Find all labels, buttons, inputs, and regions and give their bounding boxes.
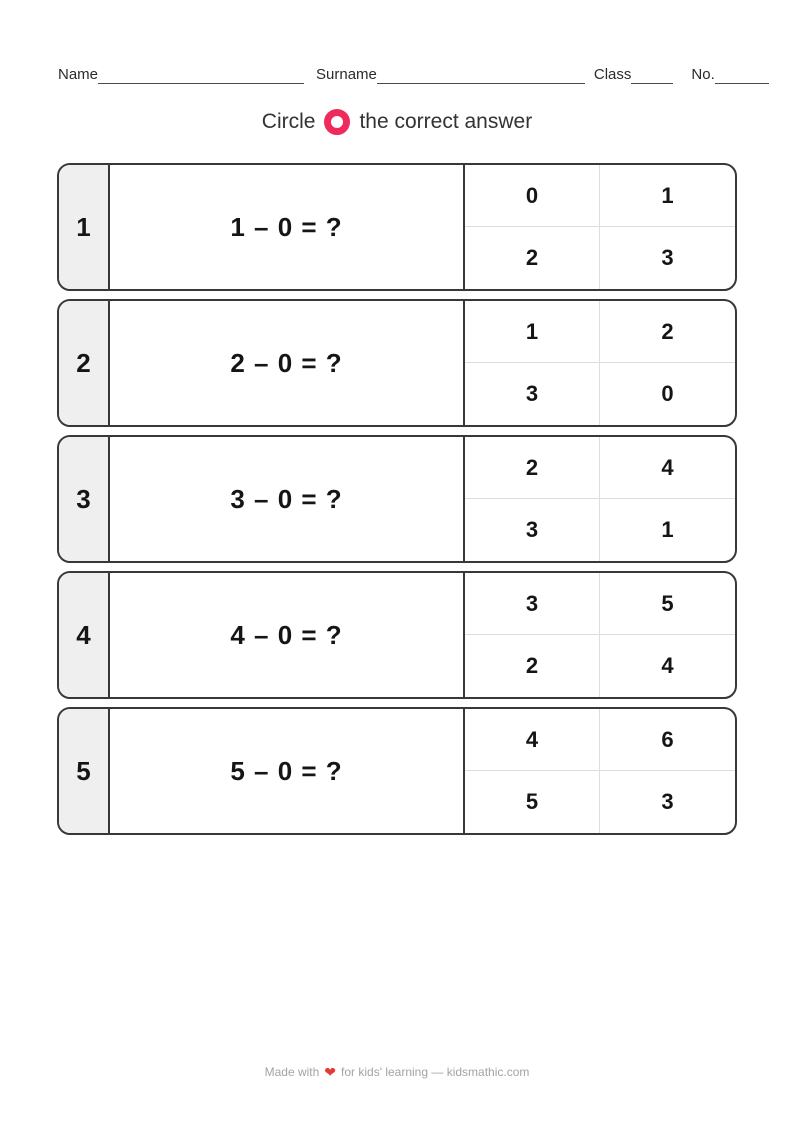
problem-number: 2 bbox=[59, 301, 110, 425]
class-fill-line[interactable] bbox=[631, 67, 673, 84]
answer-grid bbox=[463, 301, 735, 425]
no-label: No. bbox=[691, 66, 715, 83]
header-fill-in-row bbox=[58, 66, 774, 84]
problem-number: 1 bbox=[59, 165, 110, 289]
answer-option[interactable]: 3 bbox=[465, 363, 600, 425]
class-label: Class bbox=[593, 66, 632, 83]
name-fill-line[interactable] bbox=[98, 67, 304, 84]
heart-icon: ❤ bbox=[324, 1064, 337, 1080]
answer-grid bbox=[463, 709, 735, 833]
answer-option[interactable]: 1 bbox=[600, 165, 735, 227]
answer-grid bbox=[463, 437, 735, 561]
answer-option[interactable]: 3 bbox=[661, 245, 674, 270]
problem-question: 4 – 0 = ? bbox=[230, 619, 343, 650]
name-label: Name bbox=[58, 66, 99, 83]
answer-option[interactable]: 2 bbox=[465, 227, 600, 289]
answer-option[interactable]: 0 bbox=[661, 381, 674, 406]
page-title bbox=[0, 109, 794, 135]
answer-option[interactable]: 6 bbox=[600, 709, 735, 771]
answer-option[interactable]: 2 bbox=[465, 635, 600, 697]
problem-number: 5 bbox=[59, 709, 110, 833]
footer-text-before: Made with bbox=[264, 1065, 320, 1079]
surname-fill-line[interactable] bbox=[377, 67, 585, 84]
title-suffix: the correct answer bbox=[359, 110, 533, 133]
circle-icon bbox=[324, 109, 350, 135]
answer-option[interactable]: 1 bbox=[661, 517, 674, 542]
problem-card-5 bbox=[57, 707, 737, 835]
answer-grid bbox=[463, 573, 735, 697]
answer-option[interactable]: 4 bbox=[661, 653, 674, 678]
answer-option[interactable]: 1 bbox=[465, 301, 600, 363]
answer-option[interactable]: 0 bbox=[465, 165, 600, 227]
problem-question: 3 – 0 = ? bbox=[230, 483, 343, 514]
answer-option[interactable]: 5 bbox=[465, 771, 600, 833]
answer-option[interactable]: 3 bbox=[465, 573, 600, 635]
answer-option[interactable]: 3 bbox=[465, 499, 600, 561]
footer-credit bbox=[0, 1065, 794, 1079]
answer-option[interactable]: 4 bbox=[465, 709, 600, 771]
problem-question: 2 – 0 = ? bbox=[230, 347, 343, 378]
problem-question: 1 – 0 = ? bbox=[230, 211, 343, 242]
no-fill-line[interactable] bbox=[715, 67, 769, 84]
problem-card-3 bbox=[57, 435, 737, 563]
footer-text-after: for kids' learning — kidsmathic.com bbox=[341, 1065, 530, 1079]
answer-option[interactable]: 5 bbox=[600, 573, 735, 635]
answer-option[interactable]: 4 bbox=[600, 437, 735, 499]
answer-option[interactable]: 2 bbox=[600, 301, 735, 363]
problems-list bbox=[57, 163, 737, 843]
problem-number: 4 bbox=[59, 573, 110, 697]
problem-question: 5 – 0 = ? bbox=[230, 755, 343, 786]
answer-option[interactable]: 3 bbox=[661, 789, 674, 814]
answer-option[interactable]: 2 bbox=[465, 437, 600, 499]
problem-card-2 bbox=[57, 299, 737, 427]
surname-label: Surname bbox=[316, 66, 377, 83]
problem-card-1 bbox=[57, 163, 737, 291]
problem-number: 3 bbox=[59, 437, 110, 561]
title-prefix: Circle bbox=[261, 110, 316, 133]
problem-card-4 bbox=[57, 571, 737, 699]
answer-grid bbox=[463, 165, 735, 289]
